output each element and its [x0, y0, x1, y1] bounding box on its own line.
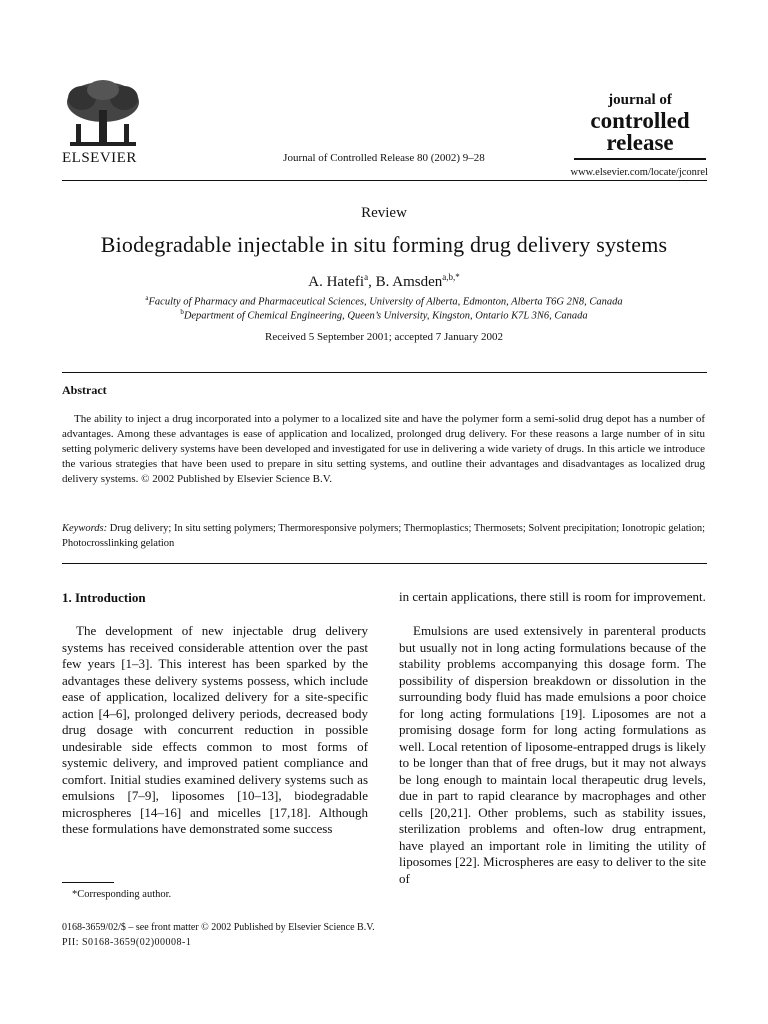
journal-logo-line3: release	[606, 130, 674, 155]
author-2: B. Amsden	[375, 274, 443, 290]
publisher-name: ELSEVIER	[62, 150, 137, 166]
keywords-label: Keywords:	[62, 523, 108, 534]
author-list	[0, 272, 768, 291]
intro-paragraph-1: The development of new injectable drug delivery systems has received considerable attention over the past few years [1–3]. This interest has been sparked by the advantages these delivery systems possess, which include ease of application, localized delivery for a site-specific action [4–6], prolonged delivery periods, decreased body drug dosage with concurrent reduction in possible undesirable side effects common to most forms of systemic delivery, and improved patient compliance and comfort. Initial studies examined delivery systems such as emulsions [7–9], liposomes [10–13], biodegradable microspheres [14–16] and micelles [17,18]. Although these formulations have demonstrated some success	[62, 623, 368, 836]
author-separator: ,	[368, 274, 376, 290]
abstract-text: The ability to inject a drug incorporated into a polymer to a localized site and have the polymer form a semi-solid drug depot has a number of advantages. Among these advantages is ease of application and localized, prolonged drug delivery. For these reasons a large number of in situ setting polymeric delivery systems have been developed and investigated for use in delivering a wide variety of drugs. In this article we introduce the various strategies that have been used to prepare in situ setting systems, and outline their advantages and disadvantages as localized drug delivery systems. © 2002 Published by Elsevier Science B.V.	[62, 413, 705, 485]
affiliation-b-mark: b	[180, 308, 184, 316]
article-type: Review	[361, 205, 407, 221]
article-title: Biodegradable injectable in situ forming drug delivery systems	[100, 232, 668, 257]
journal-logo-line1: journal of	[608, 92, 672, 108]
section-heading-introduction: 1. Introduction	[62, 590, 146, 605]
affiliation-b-text: Department of Chemical Engineering, Queen’s University, Kingston, Ontario K7L 3N6, Canada	[183, 310, 588, 322]
footnote-divider	[62, 882, 114, 883]
journal-url[interactable]: www.elsevier.com/locate/jconrel	[570, 167, 708, 178]
header-divider	[62, 180, 707, 181]
journal-citation: Journal of Controlled Release 80 (2002) 9–28	[283, 152, 485, 164]
pii-line: PII: S0168-3659(02)00008-1	[62, 937, 192, 948]
keywords-text: Drug delivery; In situ setting polymers; Thermoresponsive polymers; Thermoplastics; Thermosets; Solvent precipitation; Ionotropic gelation; Photocrosslinking gelation	[62, 523, 705, 549]
intro-paragraph-1-continued: in certain applications, there still is room for improvement.	[399, 589, 706, 604]
author-2-affiliation-mark: a,b,*	[442, 272, 460, 282]
front-matter-line: 0168-3659/02/$ – see front matter © 2002 Published by Elsevier Science B.V.	[62, 922, 375, 933]
affiliation-a-text: Faculty of Pharmacy and Pharmaceutical Sciences, University of Alberta, Edmonton, Alberta T6G 2N8, Canada	[148, 296, 623, 308]
abstract-heading: Abstract	[62, 383, 107, 397]
affiliation-a	[0, 294, 768, 308]
elsevier-tree-logo-icon	[62, 80, 144, 150]
author-1-affiliation-mark: a	[364, 272, 369, 282]
abstract-bottom-divider	[62, 563, 707, 564]
received-dates: Received 5 September 2001; accepted 7 January 2002	[265, 331, 503, 343]
author-1: A. Hatefi	[308, 274, 365, 290]
abstract-top-divider	[62, 372, 707, 373]
corresponding-author-footnote: *Corresponding author.	[72, 889, 172, 900]
keywords	[62, 521, 705, 551]
affiliation-b	[0, 308, 768, 322]
intro-paragraph-2: Emulsions are used extensively in parenteral products but usually not in long acting formulations because of the stability problems accompanying this dosage form. The possibility of dispersion breakdown or dissolution in the surrounding body fluid has made emulsions a poor choice for long acting formulations [19]. Liposomes are not a promising dosage form for long acting formulations as well. Local retention of liposome-entrapped drugs is likely to be longer than that of free drugs, but it may not always be long enough to maintain local therapeutic drug levels, due in part to rapid clearance by macrophages and other cells [20,21]. Other problems, such as stability issues, sterilization problems and often-low drug entrapment, have played an important role in limiting the utility of liposomes [22]. Microspheres are easy to deliver to the site of	[399, 623, 706, 886]
affiliation-a-mark: a	[145, 294, 149, 302]
journal-logo-line2: controlled	[590, 108, 690, 133]
